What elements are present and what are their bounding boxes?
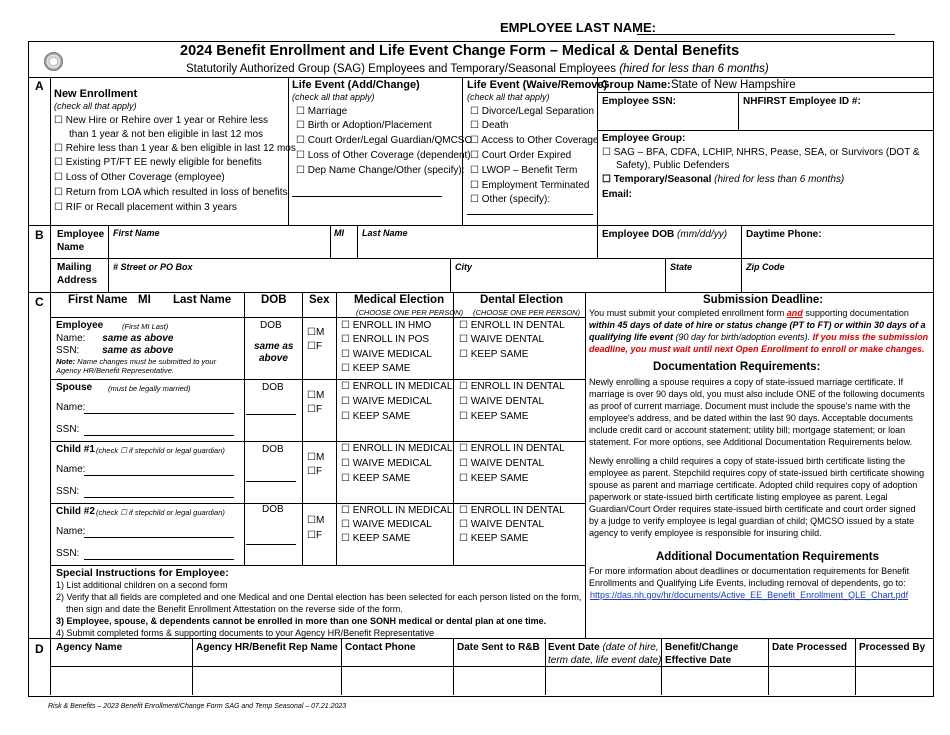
child2-medical-option[interactable]: ☐ WAIVE MEDICAL bbox=[341, 519, 432, 530]
child2-dob-field[interactable] bbox=[246, 544, 296, 545]
new-enrollment-item[interactable]: ☐ Existing PT/FT EE newly eligible for benefits bbox=[54, 157, 262, 168]
life-add-item[interactable]: ☐ Dep Name Change/Other (specify): bbox=[296, 165, 465, 176]
child2-dental-option[interactable]: ☐ WAIVE DENTAL bbox=[459, 519, 545, 530]
child-doc-line: spouse as parent and marriage certificate. Adopted child requires copy of adoption bbox=[589, 480, 918, 490]
employee-medical-option[interactable]: ☐ KEEP SAME bbox=[341, 363, 411, 374]
life-waive-item[interactable]: ☐ Court Order Expired bbox=[470, 150, 572, 161]
first-name-field[interactable]: First Name bbox=[113, 228, 160, 238]
life-add-item[interactable]: ☐ Marriage bbox=[296, 106, 348, 117]
life-waive-note: (check all that apply) bbox=[467, 92, 550, 102]
child2-row-label: Child #2 bbox=[56, 506, 95, 517]
life-add-title: Life Event (Add/Change) bbox=[292, 79, 420, 91]
child1-medical-option[interactable]: ☐ ENROLL IN MEDICAL bbox=[341, 443, 453, 454]
agency-rep-field[interactable]: Agency HR/Benefit Rep Name bbox=[196, 642, 338, 653]
special-instructions-title: Special Instructions for Employee: bbox=[56, 567, 229, 579]
section-c-label: C bbox=[35, 295, 44, 309]
sag-checkbox[interactable]: ☐ SAG – BFA, CDFA, LCHIP, NHRS, Pease, SEA, or Survivors (DOT & bbox=[602, 147, 920, 158]
date-processed-field[interactable]: Date Processed bbox=[772, 642, 848, 653]
deadline-line-4: deadline, you must wait until next Open Enrollment to enroll or make changes. bbox=[589, 344, 925, 354]
spouse-medical-option[interactable]: ☐ KEEP SAME bbox=[341, 411, 411, 422]
spouse-dob-field[interactable] bbox=[246, 414, 296, 415]
state-field[interactable]: State bbox=[670, 262, 693, 272]
employee-medical-option[interactable]: ☐ ENROLL IN HMO bbox=[341, 320, 432, 331]
employee-medical-option[interactable]: ☐ WAIVE MEDICAL bbox=[341, 349, 432, 360]
child1-sex-m[interactable]: ☐M bbox=[307, 452, 325, 463]
child-doc-line: employee as parent. Stepchild requires copy of state-issued birth certificate showing bbox=[589, 468, 925, 478]
spouse-dental-option[interactable]: ☐ WAIVE DENTAL bbox=[459, 396, 545, 407]
spouse-sex-m[interactable]: ☐M bbox=[307, 390, 325, 401]
life-add-item[interactable]: ☐ Court Order/Legal Guardian/QMCSO bbox=[296, 135, 473, 146]
col-first-name: First Name bbox=[68, 294, 128, 306]
spouse-medical-option[interactable]: ☐ ENROLL IN MEDICAL bbox=[341, 381, 453, 392]
child1-ssn-label: SSN: bbox=[56, 486, 80, 497]
new-enrollment-item: than 1 year & not ben eligible in last 12 mos bbox=[69, 129, 264, 140]
new-enrollment-title: New Enrollment bbox=[54, 88, 138, 100]
child1-ssn-field[interactable] bbox=[84, 497, 234, 498]
child2-dental-option[interactable]: ☐ KEEP SAME bbox=[459, 533, 529, 544]
spouse-medical-option[interactable]: ☐ WAIVE MEDICAL bbox=[341, 396, 432, 407]
child1-row-label: Child #1 bbox=[56, 444, 95, 455]
child1-medical-option[interactable]: ☐ KEEP SAME bbox=[341, 473, 411, 484]
life-add-note: (check all that apply) bbox=[292, 92, 375, 102]
medical-choose-note: (CHOOSE ONE PER PERSON) bbox=[356, 308, 464, 317]
employee-row-label: Employee bbox=[56, 320, 104, 331]
additional-doc-title: Additional Documentation Requirements bbox=[656, 551, 879, 563]
employee-dob-label: DOB bbox=[260, 320, 282, 331]
child2-row-sub[interactable]: (check ☐ if stepchild or legal guardian) bbox=[96, 508, 225, 517]
event-date-note: term date, life event date) bbox=[548, 655, 662, 666]
col-dob: DOB bbox=[261, 294, 287, 306]
spouse-ssn-field[interactable] bbox=[84, 435, 234, 436]
spouse-sex-f[interactable]: ☐F bbox=[307, 404, 323, 415]
deadline-line-3: qualifying life event (90 day for birth/adoption events). If you miss the submission bbox=[589, 332, 929, 342]
life-add-specify-line[interactable] bbox=[292, 196, 442, 197]
spouse-name-label: Name: bbox=[56, 402, 86, 413]
temporary-checkbox[interactable]: ☐ Temporary/Seasonal (hired for less than 6 months) bbox=[602, 174, 845, 185]
life-waive-item[interactable]: ☐ Divorce/Legal Separation bbox=[470, 106, 595, 117]
deadline-line-2: within 45 days of date of hire or status change (PT to FT) or within 30 days of a bbox=[589, 320, 926, 330]
submission-deadline-title: Submission Deadline: bbox=[703, 294, 824, 306]
employee-name-note: Note: Name changes must be submitted to your Agency HR/Benefit Representative. bbox=[56, 357, 217, 375]
additional-doc-line: For more information about deadlines or documentation requirements for Benefit bbox=[589, 566, 910, 576]
col-dental-election: Dental Election bbox=[480, 294, 564, 306]
child2-sex-f[interactable]: ☐F bbox=[307, 530, 323, 541]
employee-dental-option[interactable]: ☐ KEEP SAME bbox=[459, 349, 529, 360]
nhfirst-id-label[interactable]: NHFIRST Employee ID #: bbox=[743, 96, 861, 107]
spouse-doc-line: Newly enrolling a spouse requires a copy of state-issued marriage certificate. If bbox=[589, 377, 904, 387]
employee-sex-m[interactable]: ☐M bbox=[307, 327, 325, 338]
employee-last-name-label: EMPLOYEE LAST NAME: bbox=[500, 20, 657, 35]
qle-chart-link[interactable]: https://das.nh.gov/hr/documents/Active_EE_Benefit_Enrollment_QLE_Chart.pdf bbox=[590, 590, 909, 600]
street-field[interactable]: # Street or PO Box bbox=[113, 262, 193, 272]
life-waive-item[interactable]: ☐ Death bbox=[470, 120, 509, 131]
date-sent-field[interactable]: Date Sent to R&B bbox=[457, 642, 540, 653]
col-mi: MI bbox=[138, 294, 151, 306]
group-name-label: Group Name: bbox=[601, 79, 671, 91]
child2-name-label: Name: bbox=[56, 526, 86, 537]
last-name-field[interactable]: Last Name bbox=[362, 228, 408, 238]
footer-text: Risk & Benefits – 2023 Benefit Enrollment/Change Form SAG and Temp Seasonal – 07.21.2023 bbox=[48, 703, 347, 710]
special-instruction: 1) List additional children on a second form bbox=[56, 580, 228, 590]
employee-name-row: Name: same as above bbox=[56, 333, 174, 344]
state-seal-icon bbox=[44, 52, 63, 71]
child2-medical-option[interactable]: ☐ ENROLL IN MEDICAL bbox=[341, 505, 453, 516]
child1-dental-option[interactable]: ☐ KEEP SAME bbox=[459, 473, 529, 484]
new-enrollment-note: (check all that apply) bbox=[54, 101, 137, 111]
employee-last-name-field[interactable] bbox=[637, 34, 895, 35]
city-field[interactable]: City bbox=[455, 262, 473, 272]
col-medical-election: Medical Election bbox=[354, 294, 445, 306]
processed-by-field[interactable]: Processed By bbox=[859, 642, 926, 653]
employee-group-label: Employee Group: bbox=[602, 133, 686, 144]
col-last-name: Last Name bbox=[173, 294, 232, 306]
deadline-line-1: You must submit your completed enrollment form and supporting documentation bbox=[589, 308, 909, 318]
life-waive-item[interactable]: ☐ LWOP – Benefit Term bbox=[470, 165, 578, 176]
spouse-dob-label: DOB bbox=[262, 382, 284, 393]
special-instruction: then sign and date the Benefit Enrollment Attestation on the reverse side of the form. bbox=[66, 604, 403, 614]
spouse-doc-line: as proof of current marriage. Document must include the spouse's name with the bbox=[589, 401, 911, 411]
spouse-doc-line: include credit card or account statement; utility bill; mortgage statement; or loan bbox=[589, 425, 906, 435]
section-a-label: A bbox=[35, 79, 44, 93]
zip-field[interactable]: Zip Code bbox=[746, 262, 785, 272]
event-date-field[interactable]: Event Date (date of hire, bbox=[548, 642, 659, 653]
employee-ssn-label[interactable]: Employee SSN: bbox=[602, 96, 676, 107]
special-instruction: 4) Submit completed forms & supporting documents to your Agency HR/Benefit Representative bbox=[56, 628, 435, 638]
spouse-doc-line: employee's address, and be dated within the last 90 days. Acceptable documents bbox=[589, 413, 913, 423]
child-doc-line: Guardian/Court Order requires state-issued birth certificate and court order signed bbox=[589, 504, 916, 514]
employee-sex-f[interactable]: ☐F bbox=[307, 341, 323, 352]
child1-medical-option[interactable]: ☐ WAIVE MEDICAL bbox=[341, 458, 432, 469]
documentation-title: Documentation Requirements: bbox=[653, 361, 821, 373]
child2-ssn-field[interactable] bbox=[84, 559, 234, 560]
child2-name-field[interactable] bbox=[84, 537, 234, 538]
child1-name-field[interactable] bbox=[84, 475, 234, 476]
employee-name-label-2: Name bbox=[57, 242, 85, 253]
child1-name-label: Name: bbox=[56, 464, 86, 475]
life-add-item[interactable]: ☐ Birth or Adoption/Placement bbox=[296, 120, 432, 131]
new-enrollment-item[interactable]: ☐ RIF or Recall placement within 3 years bbox=[54, 202, 237, 213]
effective-date-field[interactable]: Benefit/Change bbox=[665, 642, 739, 653]
sag-checkbox-line2: Safety), Public Defenders bbox=[616, 160, 730, 171]
life-waive-item[interactable]: ☐ Employment Terminated bbox=[470, 180, 590, 191]
child1-dob-label: DOB bbox=[262, 444, 284, 455]
mailing-address-label-2: Address bbox=[57, 275, 98, 286]
daytime-phone-field[interactable]: Daytime Phone: bbox=[746, 229, 822, 240]
agency-name-field[interactable]: Agency Name bbox=[56, 642, 123, 653]
additional-doc-line: Enrollments and Qualifying Life Events, including removal of dependents, go to: bbox=[589, 578, 906, 588]
life-add-item[interactable]: ☐ Loss of Other Coverage (dependent) bbox=[296, 150, 471, 161]
life-waive-item[interactable]: ☐ Other (specify): bbox=[470, 194, 551, 205]
child2-dob-label: DOB bbox=[262, 504, 284, 515]
col-sex: Sex bbox=[309, 294, 330, 306]
employee-dental-option[interactable]: ☐ ENROLL IN DENTAL bbox=[459, 320, 565, 331]
child-doc-line: Newly enrolling a child requires a copy of state-issued birth certificate listing the bbox=[589, 456, 906, 466]
spouse-ssn-label: SSN: bbox=[56, 424, 80, 435]
employee-medical-option[interactable]: ☐ ENROLL IN POS bbox=[341, 334, 430, 345]
spouse-doc-line: marriage is over 90 days old, you must also include ONE of the following documents bbox=[589, 389, 925, 399]
life-waive-title: Life Event (Waive/Remove) bbox=[467, 79, 608, 91]
child2-sex-m[interactable]: ☐M bbox=[307, 515, 325, 526]
spouse-row-label: Spouse bbox=[56, 382, 93, 393]
new-enrollment-item[interactable]: ☐ Rehire less than 1 year & ben eligible in last 12 mos bbox=[54, 143, 296, 154]
child1-dental-option[interactable]: ☐ WAIVE DENTAL bbox=[459, 458, 545, 469]
child1-dental-option[interactable]: ☐ ENROLL IN DENTAL bbox=[459, 443, 565, 454]
effective-date-label-2: Effective Date bbox=[665, 655, 732, 666]
group-name-value: State of New Hampshire bbox=[671, 79, 796, 91]
email-label[interactable]: Email: bbox=[602, 189, 633, 200]
child2-ssn-label: SSN: bbox=[56, 548, 80, 559]
child1-sex-f[interactable]: ☐F bbox=[307, 466, 323, 477]
new-enrollment-item[interactable]: ☐ Loss of Other Coverage (employee) bbox=[54, 172, 225, 183]
child-doc-line: paperwork or state-issued birth certificate listing employee as parent. Legal bbox=[589, 492, 888, 502]
life-waive-specify-line[interactable] bbox=[467, 214, 593, 215]
new-enrollment-item[interactable]: ☐ New Hire or Rehire over 1 year or Rehire less bbox=[54, 115, 269, 126]
mi-field[interactable]: MI bbox=[334, 228, 344, 238]
spouse-dental-option[interactable]: ☐ ENROLL IN DENTAL bbox=[459, 381, 565, 392]
spouse-name-field[interactable] bbox=[84, 413, 234, 414]
spouse-dental-option[interactable]: ☐ KEEP SAME bbox=[459, 411, 529, 422]
life-waive-item[interactable]: ☐ Access to Other Coverage bbox=[470, 135, 599, 146]
employee-name-label: Employee bbox=[57, 229, 105, 240]
child-doc-line: by a judge to verify employee is legal guardian of child; QMCSO issued by a state bbox=[589, 516, 915, 526]
special-instruction: 3) Employee, spouse, & dependents cannot be enrolled in more than one SONH medical or dental plan at one time. bbox=[56, 616, 547, 626]
section-b-label: B bbox=[35, 228, 44, 242]
child2-dental-option[interactable]: ☐ ENROLL IN DENTAL bbox=[459, 505, 565, 516]
child2-medical-option[interactable]: ☐ KEEP SAME bbox=[341, 533, 411, 544]
spouse-doc-line: statement. For more options, see Additional Documentation Requirements below. bbox=[589, 437, 913, 447]
special-instruction: 2) Verify that all fields are completed and one Medical and one Dental election has been selected for each person listed on the form, bbox=[56, 592, 582, 602]
child1-row-sub[interactable]: (check ☐ if stepchild or legal guardian) bbox=[96, 446, 225, 455]
contact-phone-field[interactable]: Contact Phone bbox=[345, 642, 416, 653]
employee-dental-option[interactable]: ☐ WAIVE DENTAL bbox=[459, 334, 545, 345]
child1-dob-field[interactable] bbox=[246, 481, 296, 482]
mailing-address-label: Mailing bbox=[57, 262, 92, 273]
employee-dob-value-2: above bbox=[259, 353, 288, 364]
employee-dob-field[interactable]: Employee DOB (mm/dd/yy) bbox=[602, 229, 728, 240]
dental-choose-note: (CHOOSE ONE PER PERSON) bbox=[473, 308, 581, 317]
spouse-row-sub: (must be legally married) bbox=[108, 384, 191, 393]
form-subtitle: Statutorily Authorized Group (SAG) Employees and Temporary/Seasonal Employees (hired for less than 6 months) bbox=[186, 63, 769, 75]
employee-dob-value: same as bbox=[254, 341, 294, 352]
employee-ssn-row: SSN: same as above bbox=[56, 345, 174, 356]
section-d-label: D bbox=[35, 642, 44, 656]
employee-row-sub: (First MI Last) bbox=[122, 322, 169, 331]
new-enrollment-item[interactable]: ☐ Return from LOA which resulted in loss of benefits bbox=[54, 187, 288, 198]
child-doc-line: agency to verify employee is responsible for insuring child. bbox=[589, 528, 822, 538]
form-title: 2024 Benefit Enrollment and Life Event Change Form – Medical & Dental Benefits bbox=[180, 43, 740, 59]
